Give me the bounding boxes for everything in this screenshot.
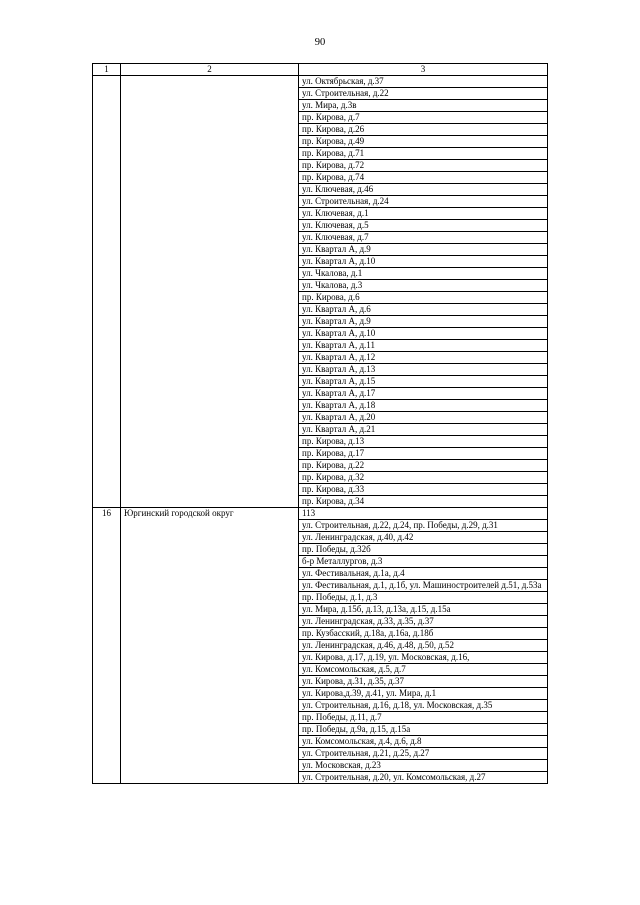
address-cell: ул. Квартал А, д.10 <box>299 256 548 268</box>
address-cell: пр. Кирова, д.17 <box>299 448 548 460</box>
address-cell: ул. Квартал А, д.9 <box>299 316 548 328</box>
table-body <box>93 76 548 784</box>
address-cell: ул. Кирова, д.17, д.19, ул. Московская, д.16, <box>299 652 548 664</box>
address-cell: ул. Строительная, д.16, д.18, ул. Московская, д.35 <box>299 700 548 712</box>
address-cell: ул. Квартал А, д.17 <box>299 388 548 400</box>
address-cell: ул. Строительная, д.22, д.24, пр. Победы, д.29, д.31 <box>299 520 548 532</box>
address-cell: пр. Кузбасский, д.18а, д.16а, д.18б <box>299 628 548 640</box>
table-row <box>93 508 548 520</box>
header-col-1: 1 <box>93 64 121 76</box>
address-cell: ул. Кирова,д.39, д.41, ул. Мира, д.1 <box>299 688 548 700</box>
address-cell: 113 <box>299 508 548 520</box>
address-cell: ул. Квартал А, д.20 <box>299 412 548 424</box>
address-cell: ул. Комсомольская, д.5, д.7 <box>299 664 548 676</box>
address-cell: пр. Победы, д.11, д.7 <box>299 712 548 724</box>
address-cell: ул. Ленинградская, д.40, д.42 <box>299 532 548 544</box>
address-cell: ул. Строительная, д.20, ул. Комсомольская, д.27 <box>299 772 548 784</box>
address-cell: пр. Кирова, д.7 <box>299 112 548 124</box>
address-cell: пр. Кирова, д.71 <box>299 148 548 160</box>
address-cell: пр. Кирова, д.34 <box>299 496 548 508</box>
address-cell: ул. Квартал А, д.12 <box>299 352 548 364</box>
address-cell: ул. Мира, д.3в <box>299 100 548 112</box>
address-cell: ул. Кирова, д.31, д.35, д.37 <box>299 676 548 688</box>
address-cell: ул. Комсомольская, д.4, д.6, д.8 <box>299 736 548 748</box>
address-cell: пр. Кирова, д.6 <box>299 292 548 304</box>
address-cell: ул. Московская, д.23 <box>299 760 548 772</box>
address-cell: пр. Кирова, д.22 <box>299 460 548 472</box>
address-cell: ул. Строительная, д.21, д.25, д.27 <box>299 748 548 760</box>
address-cell: ул. Ленинградская, д.46, д.48, д.50, д.52 <box>299 640 548 652</box>
address-cell: ул. Квартал А, д.21 <box>299 424 548 436</box>
address-cell: ул. Квартал А, д.6 <box>299 304 548 316</box>
address-cell: пр. Победы, д.1, д.3 <box>299 592 548 604</box>
address-cell: пр. Кирова, д.74 <box>299 172 548 184</box>
address-cell: пр. Кирова, д.26 <box>299 124 548 136</box>
address-cell: пр. Победы, д.32б <box>299 544 548 556</box>
address-cell: ул. Ключевая, д.46 <box>299 184 548 196</box>
address-cell: ул. Чкалова, д.3 <box>299 280 548 292</box>
address-cell: ул. Ключевая, д.5 <box>299 220 548 232</box>
address-cell: ул. Ленинградская, д.33, д.35, д.37 <box>299 616 548 628</box>
address-cell: пр. Кирова, д.32 <box>299 472 548 484</box>
address-cell: ул. Квартал А, д.9 <box>299 244 548 256</box>
page-number: 90 <box>314 37 326 48</box>
header-row <box>93 64 548 76</box>
address-cell: ул. Квартал А, д.15 <box>299 376 548 388</box>
address-cell: ул. Фестивальная, д.1а, д.4 <box>299 568 548 580</box>
address-cell: ул. Мира, д.15б, д.13, д.13а, д.15, д.15а <box>299 604 548 616</box>
address-cell: ул. Строительная, д.24 <box>299 196 548 208</box>
address-cell: пр. Победы, д.9а, д.15, д.15а <box>299 724 548 736</box>
name-cell-empty <box>121 76 299 508</box>
address-cell: ул. Квартал А, д.11 <box>299 340 548 352</box>
number-cell-empty <box>93 76 121 508</box>
table-row <box>93 76 548 88</box>
section-number: 16 <box>93 508 121 784</box>
address-cell: пр. Кирова, д.33 <box>299 484 548 496</box>
address-table <box>92 63 548 784</box>
address-cell: пр. Кирова, д.49 <box>299 136 548 148</box>
address-cell: ул. Октябрьская, д.37 <box>299 76 548 88</box>
address-cell: ул. Чкалова, д.1 <box>299 268 548 280</box>
address-cell: ул. Ключевая, д.7 <box>299 232 548 244</box>
address-cell: ул. Квартал А, д.18 <box>299 400 548 412</box>
address-cell: ул. Квартал А, д.10 <box>299 328 548 340</box>
address-cell: б-р Металлургов, д.3 <box>299 556 548 568</box>
header-col-2: 2 <box>121 64 299 76</box>
address-cell: ул. Фестивальная, д.1, д.1б, ул. Машиностроителей д.51, д.53а <box>299 580 548 592</box>
address-cell: ул. Ключевая, д.1 <box>299 208 548 220</box>
address-cell: пр. Кирова, д.72 <box>299 160 548 172</box>
address-cell: ул. Строительная, д.22 <box>299 88 548 100</box>
header-col-3: 3 <box>299 64 548 76</box>
section-name: Юргинский городской округ <box>121 508 299 784</box>
address-cell: ул. Квартал А, д.13 <box>299 364 548 376</box>
address-cell: пр. Кирова, д.13 <box>299 436 548 448</box>
